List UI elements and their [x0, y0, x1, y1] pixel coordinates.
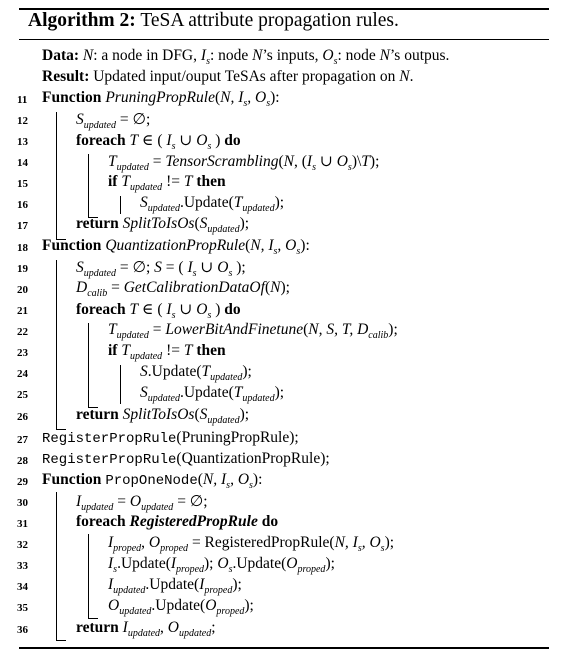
line-number: 14	[17, 157, 28, 169]
line-number: 22	[17, 326, 28, 338]
code-line-25: 25 $S_{updated}.Update(T_{updated})$;	[17, 384, 285, 405]
line-number: 23	[17, 347, 28, 359]
code-line-18: 18 Function QuantizationPropRule(N, $I_s$, $O_s$):	[17, 237, 310, 258]
line-number: 25	[17, 389, 28, 401]
code-line-19: 19 $S_{updated}$ = ∅; S = ( $I_s$ ∪ $O_s$ );	[17, 259, 246, 280]
line-number: 28	[17, 455, 28, 467]
code-line-34: 34 $I_{updated}.Update(I_{proped})$;	[17, 576, 242, 597]
line-number: 21	[17, 305, 28, 317]
code-line-12: 12 $S_{updated}$ = ∅;	[17, 111, 151, 132]
code-line-20: 20 $D_{calib}$ = GetCalibrationDataOf(N);	[17, 279, 290, 300]
code-line-28: 28 RegisterPropRule(QuantizationPropRule);	[17, 450, 330, 468]
code-line-14: 14 $T_{updated}$ = TensorScrambling(N, ($I_s$ ∪ $O_s)\backslash T$);	[17, 153, 380, 174]
line-number: 30	[17, 497, 28, 509]
code-line-32: 32 $I_{proped}$, $O_{proped}$ = RegisteredPropRule(N, $I_s$, $O_s$);	[17, 534, 395, 555]
line-number: 11	[17, 94, 28, 106]
code-line-15: 15 if $T_{updated}$ != T then	[17, 173, 226, 194]
code-line-27: 27 RegisterPropRule(PruningPropRule);	[17, 429, 299, 447]
code-line-22: 22 $T_{updated}$ = LowerBitAndFinetune(N, S, T, $D_{calib}$);	[17, 321, 398, 342]
data-label: Data:	[42, 47, 80, 64]
code-line-24: 24 $S.Update(T_{updated})$;	[17, 363, 252, 384]
code-line-16: 16 $S_{updated}.Update(T_{updated})$;	[17, 194, 285, 215]
code-line-35: 35 $O_{updated}.Update(O_{proped})$;	[17, 597, 254, 618]
code-line-13: 13 foreach T ∈ ( $I_s$ ∪ $O_s$ ) do	[17, 132, 241, 153]
code-line-17: 17 return $SplitToIsOs(S_{updated})$;	[17, 215, 250, 236]
code-line-31: 31 foreach RegisteredPropRule do	[17, 513, 279, 530]
block-hook-fn3	[56, 640, 66, 641]
line-number: 13	[17, 136, 28, 148]
data-line: Data: N: a node in DFG, $I_s$: node N’s inputs, $O_s$: node N’s outpus.	[42, 47, 450, 68]
line-number: 33	[17, 560, 28, 572]
line-number: 17	[17, 220, 28, 232]
bottom-rule	[19, 647, 549, 649]
code-line-30: 30 $I_{updated} = O_{updated}$ = ∅;	[17, 493, 208, 514]
code-line-29: 29 Function PropOneNode(N, $I_s$, $O_s$):	[17, 471, 263, 492]
code-line-36: 36 return $I_{updated}$, $O_{updated}$;	[17, 619, 216, 640]
code-line-21: 21 foreach T ∈ ( $I_s$ ∪ $O_s$ ) do	[17, 301, 241, 322]
code-line-26: 26 return $SplitToIsOs(S_{updated})$;	[17, 406, 250, 427]
line-number: 15	[17, 178, 28, 190]
line-number: 32	[17, 539, 28, 551]
code-line-23: 23 if $T_{updated}$ != T then	[17, 342, 226, 363]
algorithm-title	[28, 10, 399, 32]
line-number: 19	[17, 263, 28, 275]
line-number: 36	[17, 624, 28, 636]
code-line-11: 11 Function PruningPropRule(N, $I_s$, $O_s$):	[17, 89, 280, 110]
algorithm-caption: TeSA attribute propagation rules.	[140, 10, 399, 31]
line-number: 27	[17, 434, 28, 446]
line-number: 12	[17, 115, 28, 127]
result-label: Result:	[42, 68, 90, 85]
line-number: 35	[17, 602, 28, 614]
title-rule	[19, 39, 549, 40]
line-number: 34	[17, 581, 28, 593]
line-number: 26	[17, 411, 28, 423]
line-number: 16	[17, 199, 28, 211]
result-line: Result: Updated input/ouput TeSAs after propagation on N.	[42, 68, 414, 85]
line-number: 31	[17, 518, 28, 530]
line-number: 20	[17, 284, 28, 296]
line-number: 24	[17, 368, 28, 380]
line-number: 29	[17, 476, 28, 488]
algorithm-label: Algorithm 2:	[28, 10, 136, 31]
code-line-33: 33 $I_s.Update(I_{proped})$; $O_s.Update(O_{proped})$;	[17, 555, 335, 576]
line-number: 18	[17, 242, 28, 254]
